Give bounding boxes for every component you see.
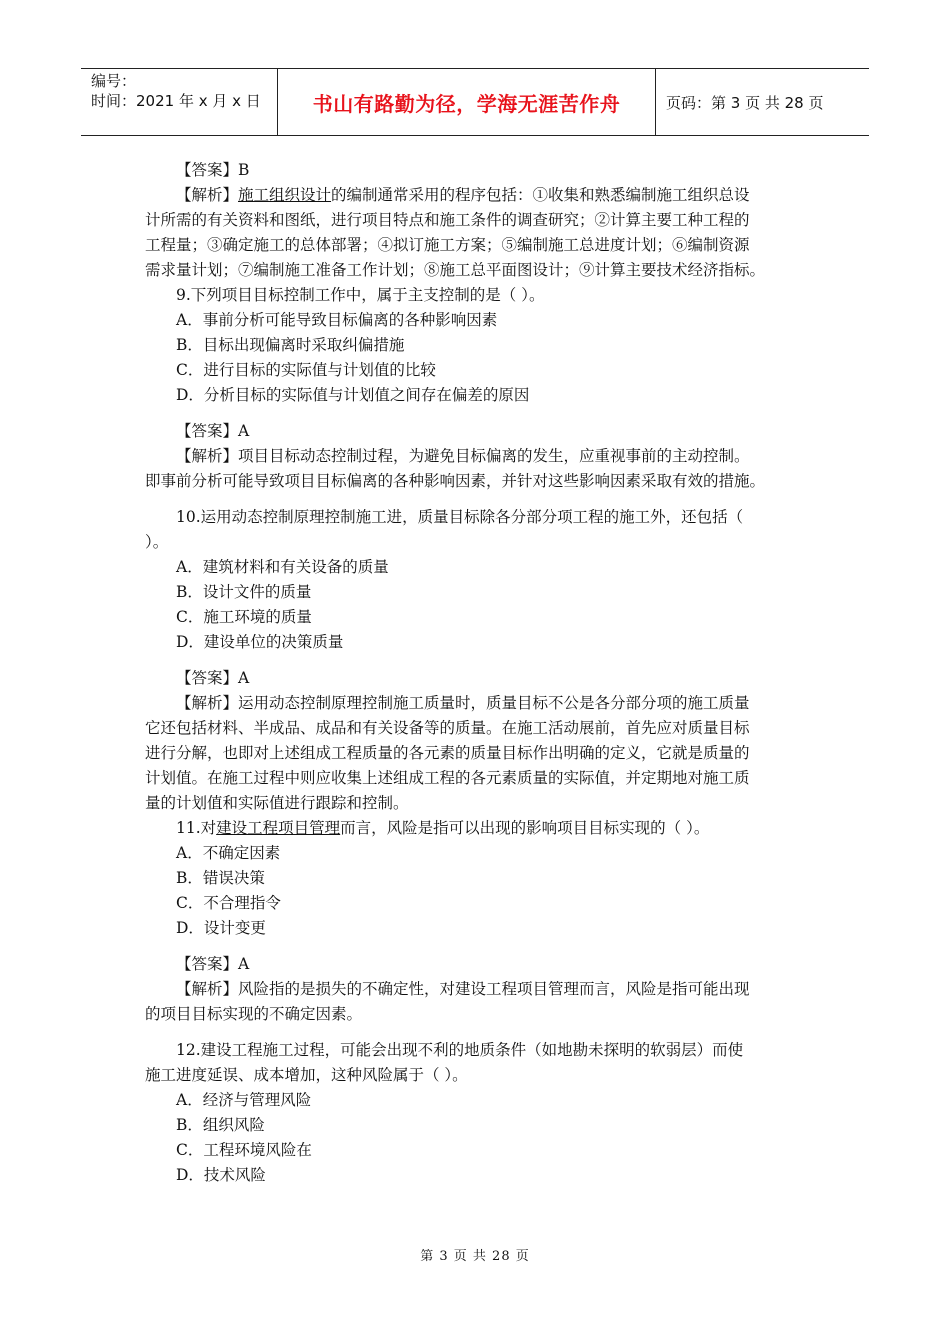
q8-analysis-line-2: 计所需的有关资料和图纸，进行项目特点和施工条件的调查研究；②计算主要工种工程的: [145, 211, 750, 229]
q12-option-b: B．组织风险: [176, 1116, 265, 1134]
q12-option-d: D．技术风险: [176, 1166, 266, 1184]
q11-answer: 【答案】A: [176, 955, 250, 973]
q10-option-c: C．施工环境的质量: [176, 608, 312, 626]
analysis-tag: 【解析】: [176, 186, 239, 204]
header-page-info: 页码：第 3 页 共 28 页: [666, 93, 824, 112]
q10-analysis-line-4: 计划值。在施工过程中则应收集上述组成工程的各元素质量的实际值，并定期地对施工质: [145, 769, 750, 787]
q10-option-d: D．建设单位的决策质量: [176, 633, 344, 651]
q11-analysis-line-2: 的项目目标实现的不确定因素。: [145, 1005, 363, 1023]
q9-option-b: B．目标出现偏离时采取纠偏措施: [176, 336, 405, 354]
q11-option-c: C．不合理指令: [176, 894, 281, 912]
q11-option-b: B．错误决策: [176, 869, 265, 887]
q11-stem: [145, 816, 810, 841]
q9-analysis-line-2: 即事前分析可能导致项目目标偏离的各种影响因素，并针对这些影响因素采取有效的措施。: [145, 472, 766, 490]
q12-stem-line-2: 施工进度延误、成本增加，这种风险属于（ ）。: [145, 1066, 468, 1084]
q11-option-d: D．设计变更: [176, 919, 266, 937]
page-header: [81, 68, 869, 136]
q8-analysis-line-1: [145, 183, 810, 208]
q9-option-a: A．事前分析可能导致目标偏离的各种影响因素: [176, 311, 498, 329]
q11-stem-prefix: 11.对: [176, 819, 217, 837]
header-motto: 书山有路勤为径，学海无涯苦作舟: [278, 69, 656, 135]
q12-option-c: C．工程环境风险在: [176, 1141, 312, 1159]
q10-analysis-line-2: 它还包括材料、半成品、成品和有关设备等的质量。在施工活动展前，首先应对质量目标: [145, 719, 750, 737]
q10-analysis-line-3: 进行分解，也即对上述组成工程质量的各元素的质量目标作出明确的定义，它就是质量的: [145, 744, 750, 762]
q9-option-c: C．进行目标的实际值与计划值的比较: [176, 361, 436, 379]
link-construction-project-management[interactable]: 建设工程项目管理: [216, 819, 341, 837]
document-date-label: 时间：2021 年 x 月 x 日: [91, 92, 261, 110]
q10-analysis-line-5: 量的计划值和实际值进行跟踪和控制。: [145, 794, 409, 812]
q11-stem-suffix: 而言，风险是指可以出现的影响项目目标实现的（ ）。: [340, 819, 710, 837]
header-meta: [81, 69, 278, 135]
q11-analysis-line-1: 【解析】风险指的是损失的不确定性，对建设工程项目管理而言，风险是指可能出现: [176, 980, 750, 998]
document-body: [145, 158, 810, 1188]
q8-analysis-line-4: 需求量计划；⑦编制施工准备工作计划；⑧施工总平面图设计；⑨计算主要技术经济指标。: [145, 261, 766, 279]
document-number-label: 编号：: [91, 72, 137, 90]
page-footer: 第 3 页 共 28 页: [420, 1249, 530, 1264]
q10-option-b: B．设计文件的质量: [176, 583, 312, 601]
q10-analysis-line-1: 【解析】运用动态控制原理控制施工质量时，质量目标不公是各分部分项的施工质量: [176, 694, 750, 712]
q10-stem-line-2: ）。: [145, 533, 169, 551]
q9-option-d: D．分析目标的实际值与计划值之间存在偏差的原因: [176, 386, 530, 404]
q12-option-a: A．经济与管理风险: [176, 1091, 312, 1109]
q12-stem-line-1: 12.建设工程施工过程，可能会出现不利的地质条件（如地勘未探明的软弱层）而使: [176, 1041, 744, 1059]
q8-answer: 【答案】B: [176, 161, 250, 179]
q10-option-a: A．建筑材料和有关设备的质量: [176, 558, 389, 576]
analysis-text: 的编制通常采用的程序包括：①收集和熟悉编制施工组织总设: [331, 186, 750, 204]
q8-analysis-line-3: 工程量；③确定施工的总体部署；④拟订施工方案；⑤编制施工总进度计划；⑥编制资源: [145, 236, 750, 254]
q9-stem: 9.下列项目目标控制工作中，属于主支控制的是（ ）。: [176, 286, 545, 304]
q11-option-a: A．不确定因素: [176, 844, 281, 862]
q10-stem-line-1: 10.运用动态控制原理控制施工进，质量目标除各分部分项工程的施工外，还包括（: [176, 508, 744, 526]
link-construction-organization-design[interactable]: 施工组织设计: [238, 186, 332, 204]
q10-answer: 【答案】A: [176, 669, 250, 687]
q9-analysis-line-1: 【解析】项目目标动态控制过程，为避免目标偏离的发生，应重视事前的主动控制。: [176, 447, 750, 465]
q9-answer: 【答案】A: [176, 422, 250, 440]
